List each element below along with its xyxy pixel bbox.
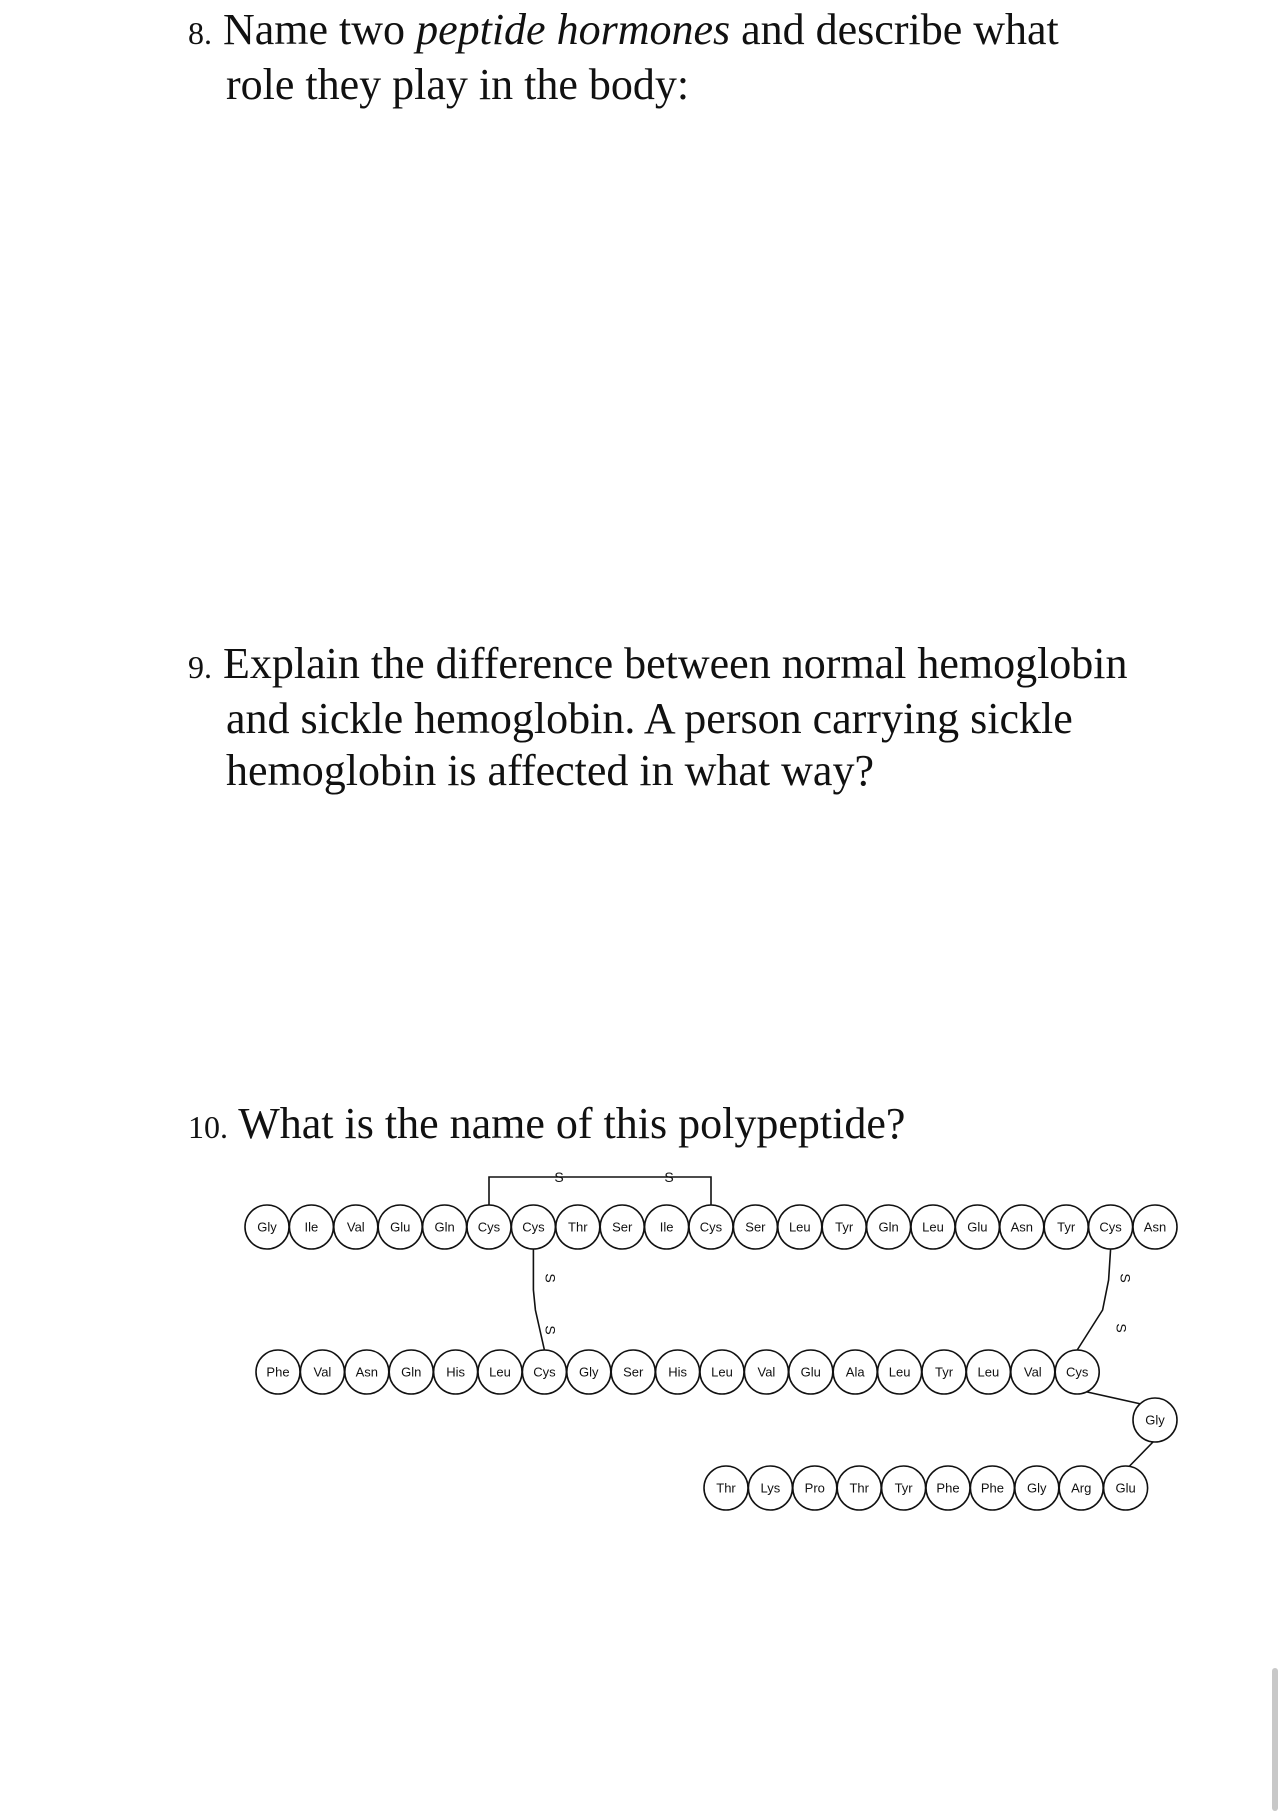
inter-disulfide-2-s1: S [1117,1273,1134,1283]
chain-b-residue [300,1350,344,1394]
question-8-text-pre: Name two [223,5,406,54]
inter-disulfide-bridge-1 [533,1249,544,1350]
chain-b-residue-label: Val [757,1364,776,1380]
chain-b-residue-label: Leu [489,1364,511,1380]
chain-b-residue-label: Leu [888,1364,911,1380]
chain-b-residue-row2 [1104,1466,1148,1510]
question-8-line-1 [188,4,1059,59]
inter-disulfide-bridge-2 [1077,1249,1110,1350]
chain-a-residue-label: Leu [922,1219,944,1235]
chain-b-residue-label: Ser [623,1364,644,1380]
chain-b-residue-row2 [970,1466,1014,1510]
inter-disulfide-1-s1: S [542,1273,559,1283]
chain-b-turn-residue-label: Gly [1145,1412,1165,1428]
chain-b-residue [966,1350,1010,1394]
chain-a-residue-label: Asn [1010,1219,1034,1235]
chain-a-residue [911,1205,955,1249]
chain-b-residue [1011,1350,1055,1394]
chain-a-residue [423,1205,467,1249]
chain-a-residue [645,1205,689,1249]
chain-b-residue-row2 [1059,1466,1103,1510]
chain-a-residue-label: Leu [788,1219,811,1235]
chain-b-residue [922,1350,966,1394]
chain-b-residue-row2 [837,1466,881,1510]
chain-b-residue [878,1350,922,1394]
question-9-line-3: hemoglobin is affected in what way? [226,746,874,795]
chain-b-residue [833,1350,877,1394]
chain-b-residue-label: Gln [401,1364,422,1380]
chain-b-residue [744,1350,788,1394]
chain-b-residue [345,1350,389,1394]
chain-b-residue-row2 [793,1466,837,1510]
chain-b-residue-row2 [882,1466,926,1510]
chain-a-residue [289,1205,333,1249]
chain-a-residue [1089,1205,1133,1249]
chain-b-residue-label: His [668,1364,687,1380]
chain-b-turn-bond-2 [1130,1442,1153,1466]
question-8-text-post: and describe what [741,5,1059,54]
question-8-number: 8. [188,15,212,51]
chain-b-residue-row2-label: Phe [980,1480,1004,1496]
chain-a-residue-label: Cys [699,1219,723,1235]
chain-b-residue-label: Leu [711,1364,733,1380]
chain-b-residue-row2-label: Lys [760,1480,781,1496]
chain-b-residue-label: Gly [579,1364,599,1380]
chain-a-residue-label: Cys [1099,1219,1122,1235]
chain-b-residue [522,1350,566,1394]
chain-b-residue-row2 [926,1466,970,1510]
chain-a-residue [1000,1205,1044,1249]
chain-b-residue-row2-label: Phe [936,1480,960,1496]
chain-a-residue-label: Tyr [835,1219,854,1235]
scrollbar[interactable] [1272,1668,1278,1811]
chain-a-residue-label: Gly [257,1219,277,1235]
question-9-text-1: Explain the difference between normal hemoglobin [223,639,1128,688]
chain-a-residue [778,1205,822,1249]
chain-b-residue [478,1350,522,1394]
chain-b-turn-residue [1133,1398,1177,1442]
chain-a-residue [822,1205,866,1249]
chain-b-turn-bond-1 [1087,1392,1141,1404]
chain-b-residue-label: Val [1023,1364,1042,1380]
chain-b-residue-label: Asn [355,1364,379,1380]
chain-b-residue-row2-label: Arg [1071,1480,1092,1496]
chain-a-residue-label: Ser [745,1219,766,1235]
question-10 [188,1098,905,1153]
chain-a-residue [1044,1205,1088,1249]
chain-b-residue-row2-label: Pro [804,1480,825,1496]
chain-a-residue [867,1205,911,1249]
chain-b-residue-row2-label: Glu [1115,1480,1136,1496]
chain-b-residue-label: Val [313,1364,332,1380]
chain-a-residue-label: Glu [967,1219,988,1235]
question-9-line-2: and sickle hemoglobin. A person carrying sickle [226,694,1073,743]
chain-a-residue-label: Ile [659,1219,674,1235]
question-9-line-1 [188,638,1128,693]
chain-b-residue-row2-label: Thr [716,1480,736,1496]
chain-a-residue-label: Cys [522,1219,545,1235]
chain-b-residue-label: Phe [266,1364,290,1380]
chain-a-residue [556,1205,600,1249]
chain-b-residue-row2-label: Tyr [894,1480,913,1496]
intra-disulfide-s1: S [554,1169,564,1185]
chain-a-residue-label: Asn [1143,1219,1167,1235]
chain-b-residue-label: Ala [845,1364,865,1380]
chain-a-residue-label: Gln [434,1219,455,1235]
chain-b-residue-row2 [704,1466,748,1510]
chain-b-residue-label: Leu [977,1364,1000,1380]
chain-b-residue-row2 [748,1466,792,1510]
chain-b-residue [656,1350,700,1394]
chain-b-residue [611,1350,655,1394]
chain-b-residue [389,1350,433,1394]
chain-a-residue [467,1205,511,1249]
chain-b-residue-row2-label: Gly [1027,1480,1047,1496]
chain-b-residue [434,1350,478,1394]
chain-b-residue-label: Tyr [934,1364,954,1380]
question-9-number: 9. [188,649,212,685]
chain-a-residue [245,1205,289,1249]
chain-b-residue-label: Cys [533,1364,556,1380]
question-8 [188,4,1059,111]
chain-a-residue [955,1205,999,1249]
question-10-number: 10. [188,1109,228,1145]
chain-b-residue [1055,1350,1099,1394]
polypeptide-diagram [230,1160,1210,1560]
inter-disulfide-1-s2: S [542,1325,559,1335]
chain-a-residue [689,1205,733,1249]
chain-b-residue-label: Cys [1066,1364,1089,1380]
chain-b-residue-label: His [446,1364,465,1380]
chain-b-residue [567,1350,611,1394]
chain-a-residue-label: Glu [390,1219,411,1235]
chain-b-residue [256,1350,300,1394]
intra-disulfide-bridge [489,1177,711,1205]
chain-a-residue [600,1205,644,1249]
chain-b-residue [700,1350,744,1394]
chain-b-residue-row2-label: Thr [849,1480,869,1496]
chain-b-residue-label: Glu [800,1364,821,1380]
chain-a-residue [511,1205,555,1249]
question-10-text: What is the name of this polypeptide? [238,1099,906,1148]
chain-a-residue-label: Ser [612,1219,633,1235]
chain-a-residue-label: Ile [304,1219,319,1235]
inter-disulfide-2-s2: S [1113,1323,1130,1333]
chain-a-residue [1133,1205,1177,1249]
question-9 [188,638,1128,797]
question-8-emphasis: peptide hormones [416,5,731,54]
chain-a-residue-label: Tyr [1057,1219,1076,1235]
chain-a-residue-label: Cys [477,1219,501,1235]
chain-a-residue-label: Thr [568,1219,588,1235]
chain-b-residue [789,1350,833,1394]
chain-a-residue [334,1205,378,1249]
chain-a-residue-label: Val [346,1219,365,1235]
polypeptide-svg [230,1160,1210,1560]
chain-a-residue [378,1205,422,1249]
chain-a-residue [733,1205,777,1249]
chain-a-residue-label: Gln [878,1219,899,1235]
question-10-line-1 [188,1098,905,1153]
question-8-line-2: role they play in the body: [226,60,690,109]
chain-b-residue-row2 [1015,1466,1059,1510]
intra-disulfide-s2: S [664,1169,674,1185]
